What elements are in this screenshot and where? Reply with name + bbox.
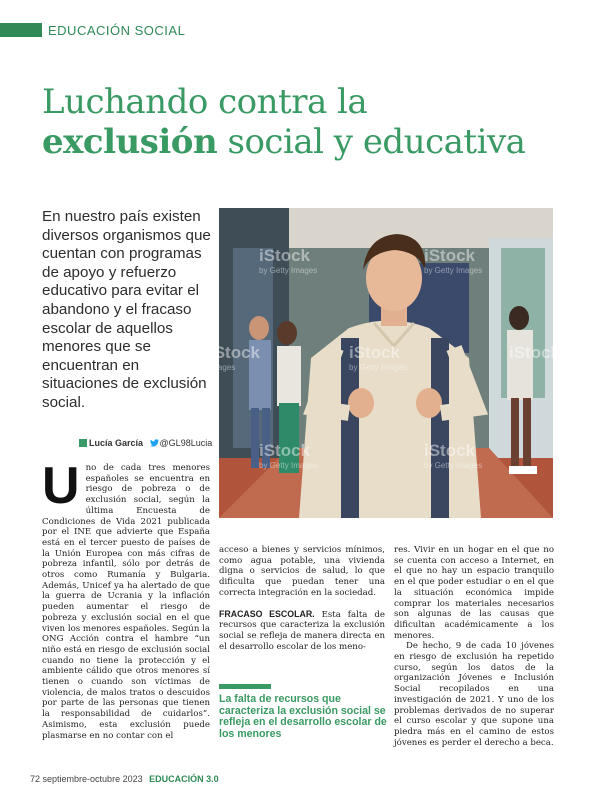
body-column-2 <box>219 545 385 652</box>
author-handle: @GL98Lucia <box>159 438 213 448</box>
pull-quote: La falta de recursos que caracteriza la exclusión social se refleja en el desarrollo escolar de los menores <box>219 693 387 740</box>
body-column-1 <box>42 457 210 741</box>
svg-text:Images: Images <box>209 363 236 372</box>
svg-text:by Getty Images: by Getty Images <box>259 461 318 470</box>
title-rest: social y educativa <box>217 122 526 162</box>
svg-text:by Getty Images: by Getty Images <box>424 266 483 275</box>
body-paragraph-2: acceso a bienes y servicios mínimos, como agua potable, una vivienda digna o servicios de salud, lo que dificulta que puedan tener una correcta integración en la sociedad. <box>219 545 385 598</box>
article-title-line2 <box>42 122 525 162</box>
svg-text:iStock: iStock <box>424 441 476 460</box>
subheading-fracaso-escolar: FRACASO ESCOLAR. <box>219 608 315 619</box>
author-name: Lucía García <box>89 438 144 448</box>
issue-date: septiembre-octubre 2023 <box>42 774 143 784</box>
article-title-line1: Luchando contra la <box>42 82 368 122</box>
body-paragraph-5: De hecho, 9 de cada 10 jóvenes en riesgo de exclusión ha repetido curso, según los datos de la organización Jóvenes e Inclusión Social recopilados en una investigación de 2021. Y uno de los problemas derivados de no superar el curso escolar y que supone una piedra más en el camino de estos jóvenes es perder el derecho a beca. <box>394 641 554 748</box>
body-paragraph-1: no de cada tres menores españoles se encuentra en riesgo de pobreza o de exclusión social, según la última Encuesta de Condiciones de Vida 2021 publicada por el INE que advierte que España está en el tercer puesto de países de la Unión Europea con más cifras de pobreza infantil, sólo por detrás de otros como Rumanía y Bulgaria. Además, Unicef ya ha alertado de que la guerra de Ucrania y la inflación pueden aumentar el riesgo de pobreza y exclusión social en el que viven los menores españoles. Según la ONG Acción contra el hambre “un niño está en riesgo de exclusión social cuando no tiene la protección y el ambiente cálido que otros menores sí tienen o cuando son víctimas de violencia, de malos tratos o descuidos por parte de las personas que tienen la responsabilidad de cuidarlos”. Asimismo, esta exclusión puede plasmarse en no contar con el <box>42 463 210 741</box>
title-bold-word: exclusión <box>42 122 218 162</box>
svg-text:iStock: iStock <box>424 246 476 265</box>
author-square-icon <box>79 439 87 447</box>
pull-quote-bar <box>219 684 271 689</box>
body-paragraph-4: res. Vivir en un hogar en el que no se cuenta con acceso a Internet, en el que no hay un espacio tranquilo en el que poder estudiar o en el que la situación económica impide comprar los materiales necesarios son algunas de las causas que dificultan académicamente a los menores. <box>394 545 554 641</box>
twitter-bird-icon <box>150 439 159 447</box>
section-label: EDUCACIÓN SOCIAL <box>48 23 186 38</box>
magazine-brand: EDUCACIÓN 3.0 <box>149 774 219 784</box>
article-photo <box>209 208 561 518</box>
svg-text:by Getty Images: by Getty Images <box>349 363 408 372</box>
lead-paragraph: En nuestro país existen diversos organismos que cuentan con programas de apoyo y refuerzo educativo para evitar el abandono y el fracaso escolar de aquellos menores que se encuentran en situaciones de exclusión social. <box>42 208 211 411</box>
page-footer <box>30 774 219 784</box>
svg-text:iStock: iStock <box>349 343 401 362</box>
svg-text:iStock: iStock <box>209 343 261 362</box>
author-byline <box>79 438 212 448</box>
photo-student-hallway-illustration <box>209 208 561 518</box>
body-paragraph-3-text: Esta falta de recursos que caracteriza la exclusión social se refleja de manera directa en el desarrollo escolar de los meno- <box>219 609 385 652</box>
svg-text:iStock: iStock <box>509 343 561 362</box>
svg-text:by Getty Images: by Getty Images <box>424 461 483 470</box>
svg-text:iStock: iStock <box>259 441 311 460</box>
drop-cap: U <box>42 457 80 515</box>
page-number: 72 <box>30 774 41 784</box>
body-paragraph-3 <box>219 609 385 653</box>
svg-text:iStock: iStock <box>259 246 311 265</box>
section-color-bar <box>0 23 42 37</box>
body-column-3 <box>394 545 554 748</box>
svg-text:by Getty Images: by Getty Images <box>259 266 318 275</box>
